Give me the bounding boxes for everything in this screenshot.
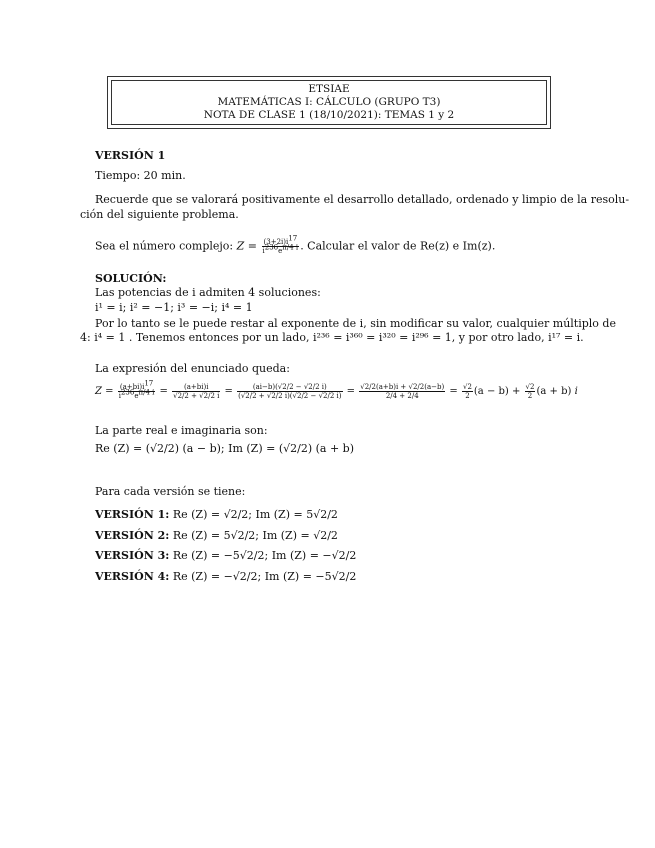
solution-para-line-2: 4: i⁴ = 1 . Tenemos entonces por un lado, i²³⁶ = i³⁶⁰ = i³²⁰ = i²⁹⁶ = 1, y por otro lado, i¹⁷ = i. xyxy=(80,331,584,344)
each-version-intro: Para cada versión se tiene: xyxy=(95,485,246,498)
header-box xyxy=(107,76,551,129)
problem-statement: Sea el número complejo: Z = $\frac{(3+2i)i^{17}}{i^{236}e^{\pi/4 i}}$ . Calcular el valor de Re(z) e Im(z). xyxy=(95,234,496,255)
expression-derivation: Z = $\frac{(a+bi)i^{17}}{i^{236}e^{\pi/4 i}}$ = $\frac{(a+bi)i}{√2/2 + √2/2 i}$ = $\frac{(ai-b)(√2/2 - √2/2 i)}{(√2/2 + √2/2 i)(√2/2 - √2/2 i)}$ = $\frac{√2/2(a+b)i + √2/2(a-b)}{2/4 + 2/4}$ = $\frac{√2}{2}$ (a − b) + $\frac{√2}{2}$ (a + b) i xyxy=(95,379,578,400)
intro-line-1: Recuerde que se valorará positivamente el desarrollo detallado, ordenado y limpio de la resolu- xyxy=(95,193,630,206)
expression-intro: La expresión del enunciado queda: xyxy=(95,362,290,375)
time-limit: Tiempo: 20 min. xyxy=(95,169,186,182)
solution-line-1: Las potencias de i admiten 4 soluciones: xyxy=(95,286,321,299)
header-course: MATEMÁTICAS I: CÁLCULO (GRUPO T3) xyxy=(217,96,441,108)
version-2-result: VERSIÓN 2: Re (Z) = 5√2/2; Im (Z) = √2/2 xyxy=(95,529,338,542)
problem-z: Z xyxy=(236,239,245,253)
problem-post: . Calcular el valor de Re(z) e Im(z). xyxy=(300,239,496,253)
version-3-result: VERSIÓN 3: Re (Z) = −5√2/2; Im (Z) = −√2/2 xyxy=(95,549,357,562)
real-imag-result: Re (Z) = (√2/2) (a − b); Im (Z) = (√2/2) (a + b) xyxy=(95,442,355,455)
header-inner-frame xyxy=(111,80,547,125)
solution-title: SOLUCIÓN: xyxy=(95,272,167,285)
version-1-result: VERSIÓN 1: Re (Z) = √2/2; Im (Z) = 5√2/2 xyxy=(95,508,338,521)
header-note: NOTA DE CLASE 1 (18/10/2021): TEMAS 1 y 2 xyxy=(203,109,455,121)
intro-line-2: ción del siguiente problema. xyxy=(80,208,239,221)
version-4-result: VERSIÓN 4: Re (Z) = −√2/2; Im (Z) = −5√2/2 xyxy=(95,570,357,583)
powers-of-i: i¹ = i; i² = −1; i³ = −i; i⁴ = 1 xyxy=(95,301,253,314)
problem-fraction: $\frac{(3+2i)i^{17}}{i^{236}e^{\pi/4 i}}$ xyxy=(262,234,299,255)
version-title: VERSIÓN 1 xyxy=(95,149,166,162)
real-imag-intro: La parte real e imaginaria son: xyxy=(95,424,268,437)
header-school: ETSIAE xyxy=(308,83,350,95)
solution-para-line-1: Por lo tanto se le puede restar al exponente de i, sin modificar su valor, cualquier múltiplo de xyxy=(95,317,616,330)
problem-pre: Sea el número complejo: xyxy=(95,239,237,253)
